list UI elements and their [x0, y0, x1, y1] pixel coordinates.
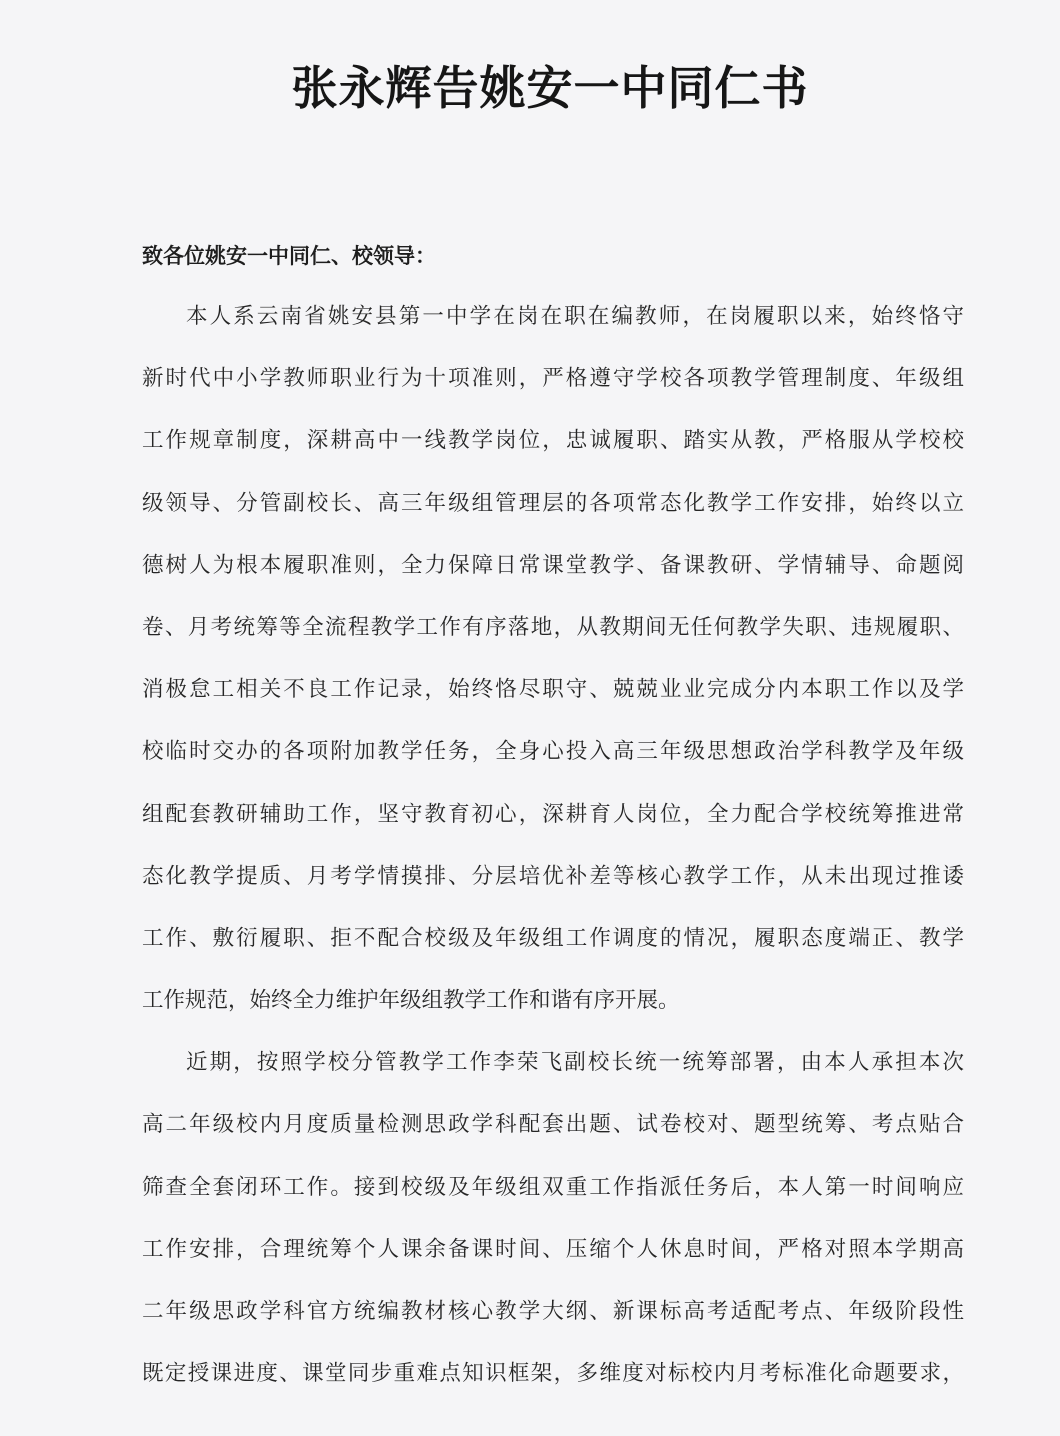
text-line: 消极怠工相关不良工作记录，始终恪尽职守、兢兢业业完成分内本职工作以及学: [142, 677, 964, 703]
salutation: 致各位姚安一中同仁、校领导：: [142, 244, 436, 268]
text-line: 德树人为根本履职准则，全力保障日常课堂教学、备课教研、学情辅导、命题阅: [142, 552, 964, 578]
paragraph-2: [142, 1042, 964, 1415]
text-line: 二年级思政学科官方统编教材核心教学大纲、新课标高考适配考点、年级阶段性: [142, 1299, 964, 1324]
text-line: 级领导、分管副校长、高三年级组管理层的各项常态化教学工作安排，始终以立: [142, 490, 964, 516]
text-line: 工作、敷衍履职、拒不配合校级及年级组工作调度的情况，履职态度端正、教学: [142, 925, 964, 951]
paragraph-1: [142, 296, 964, 1042]
text-line: 态化教学提质、月考学情摸排、分层培优补差等核心教学工作，从未出现过推诿: [142, 863, 964, 889]
text-line: 本人系云南省姚安县第一中学在岗在职在编教师，在岗履职以来，始终恪守: [186, 304, 964, 329]
text-line: 高二年级校内月度质量检测思政学科配套出题、试卷校对、题型统筹、考点贴合: [142, 1112, 964, 1138]
document-body: [142, 296, 964, 1415]
text-line: 工作规范，始终全力维护年级组教学工作和谐有序开展。: [142, 988, 680, 1014]
text-line: 组配套教研辅助工作，坚守教育初心，深耕育人岗位，全力配合学校统筹推进常: [142, 801, 964, 827]
text-line: 新时代中小学教师职业行为十项准则，严格遵守学校各项教学管理制度、年级组: [142, 366, 964, 392]
text-line: 既定授课进度、课堂同步重难点知识框架，多维度对标校内月考标准化命题要求，: [142, 1361, 964, 1387]
text-line: 筛查全套闭环工作。接到校级及年级组双重工作指派任务后，本人第一时间响应: [142, 1174, 964, 1200]
text-line: 校临时交办的各项附加教学任务，全身心投入高三年级思想政治学科教学及年级: [142, 739, 964, 765]
document-title: 张永辉告姚安一中同仁书: [291, 61, 809, 115]
text-line: 工作规章制度，深耕高中一线教学岗位，忠诚履职、踏实从教，严格服从学校校: [142, 428, 964, 454]
text-line: 近期，按照学校分管教学工作李荣飞副校长统一统筹部署，由本人承担本次: [186, 1050, 964, 1076]
text-line: 卷、月考统筹等全流程教学工作有序落地，从教期间无任何教学失职、违规履职、: [142, 614, 964, 640]
text-line: 工作安排，合理统筹个人课余备课时间、压缩个人休息时间，严格对照本学期高: [142, 1236, 964, 1262]
